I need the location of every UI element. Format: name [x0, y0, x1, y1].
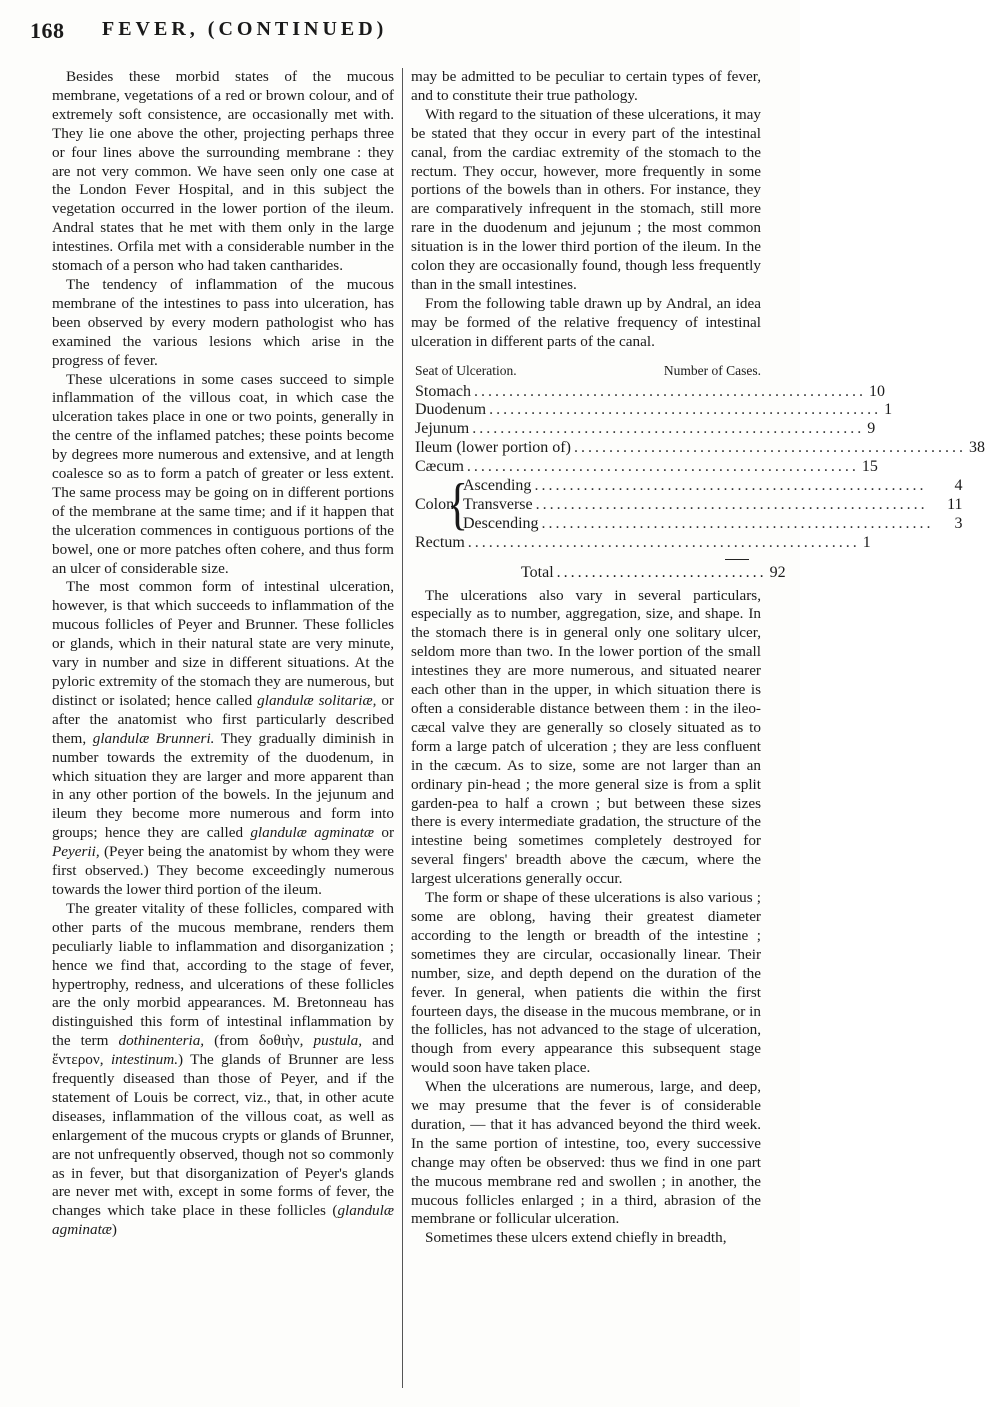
row-label: Transverse: [463, 495, 533, 513]
text-run: or after the anatomist who first particularly described them,: [52, 691, 394, 747]
leader-dots: ........................................................: [489, 401, 882, 419]
row-value: 1: [884, 401, 893, 419]
row-value: 9: [867, 420, 876, 438]
table-row: [463, 496, 975, 515]
table-col-cases: Number of Cases.: [663, 362, 761, 378]
table-row: [411, 533, 871, 553]
leader-dots: ........................................................: [467, 533, 860, 551]
text-run: or: [374, 824, 394, 842]
latin-term: pustula,: [313, 1032, 363, 1050]
paragraph: When the ulcerations are numerous, large, and deep, we may presume that the fever is of considerable duration, — that it has advanced beyond the third week. In the same portion of intestine, too, every successive change may often be observed: thus we find in one part the mucous membrane red and swollen ; in another, the mucous follicles enlarged ; in a third, abrasion of the membrane or follicular ulceration.: [411, 1078, 761, 1228]
table-col-seat: Seat of Ulceration.: [415, 362, 517, 378]
row-label: Ileum (lower portion of): [415, 439, 571, 457]
leader-dots: ........................................................: [534, 477, 927, 495]
latin-term: glandulæ solitariæ,: [257, 691, 377, 709]
leader-dots: ........................................................: [541, 514, 934, 532]
leader-dots: ........................................................: [573, 439, 966, 457]
column-divider: [402, 68, 403, 1388]
latin-term: dothinenteria,: [118, 1032, 205, 1050]
row-value: 11: [947, 495, 963, 513]
total-label: Total: [521, 563, 554, 581]
latin-term: glandulæ agminatæ: [250, 824, 375, 842]
row-label: Duodenum: [415, 401, 487, 419]
left-column: [52, 68, 394, 1240]
row-label: Descending: [463, 514, 539, 532]
page-number: 168: [30, 18, 65, 43]
latin-term: Peyerii,: [52, 843, 100, 861]
paragraph: The form or shape of these ulcerations is also various ; some are oblong, having their greatest diameter according to the length or breadth of the intestine ; sometimes they are circular, occasionally linear. Their number, size, and depth depend on the duration of the fever. In general, when patients die within the first fourteen days, the disease in the mucous membrane, or in the follicles, has not advanced to the stage of ulceration, though from every appearance this subsequent stage would soon have taken place.: [411, 889, 761, 1077]
paragraph: These ulcerations in some cases succeed to simple inflammation of the villous coat, in which case the ulceration takes place in one or two points, generally in the centre of the inflamed patches; these points become by degrees more numerous and extensive, and at length coalesce so as to form a patch of greater or less extent. The same process may be going on in different portions of the membrane at the same time; and if it happen that the ulceration commences in contiguous portions of the bowel, one or more patches often cohere, and thus form an ulcer of considerable size.: [52, 370, 394, 577]
paragraph: [52, 578, 394, 899]
page-header: [30, 10, 770, 50]
text-run: The most common form of intestinal ulceration, however, is that which succeeds to inflammation of the mucous follicles of Peyer and Brunner. These follicles or glands, which in their natural state are very minute, vary in number and size in different situations. At the pyloric extremity of the stomach they are numerous, but distinct or isolated; hence called: [52, 578, 394, 709]
table-row: [411, 401, 893, 420]
paragraph: From the following table drawn up by Andral, an idea may be formed of the relative frequency of intestinal ulceration in different parts of the canal.: [411, 294, 761, 350]
table-header: [411, 362, 761, 381]
brace-icon: {: [447, 472, 469, 537]
table-row: [463, 477, 975, 496]
paragraph: With regard to the situation of these ulcerations, it may be stated that they occur in every part of the intestinal canal, from the cardiac extremity of the stomach to the rectum. They occur, however, more frequently in some portions of the bowels than in others. For instance, they are comparatively infrequent in the stomach, still more rare in the duodenum and jejunum ; the most common situation is in the lower third portion of the ileum. In the colon they are occasionally found, though less frequently than in the small intestines.: [411, 105, 761, 293]
colon-group: [411, 472, 963, 537]
table-row: [463, 515, 975, 534]
table-row: [411, 420, 876, 439]
text-run: and ἔντερον,: [52, 1032, 395, 1069]
paragraph: may be admitted to be peculiar to certain types of fever, and to constitute their true pathology.: [411, 68, 761, 104]
text-run: (Peyer being the anatomist by whom they were first observed.) They become exceedingly numerous towards the lower third portion of the ileum.: [52, 843, 394, 898]
row-value: 38: [968, 439, 985, 457]
leader-dots: ........................................................: [474, 382, 866, 400]
colon-rows: [463, 477, 975, 534]
latin-term: glandulæ agminatæ: [52, 1202, 394, 1239]
text-run: The greater vitality of these follicles, compared with other parts of the mucous membrane, renders them peculiarly liable to inflammation and disorganization ; hence we find that, according to the stage of fever, hypertrophy, redness, and ulcerations of these follicles are the only morbid appearances. M. Bretonneau has distinguished this form of intestinal inflammation by the term: [52, 899, 394, 1050]
total-value: 92: [769, 563, 786, 581]
ulceration-table: [411, 362, 985, 583]
row-value: 10: [869, 382, 885, 400]
text-run: (from δοθιὴν,: [204, 1032, 314, 1050]
colon-label: Colon: [415, 495, 455, 513]
row-label: Stomach: [415, 382, 471, 400]
table-row: [411, 439, 985, 458]
row-label: Rectum: [415, 533, 465, 551]
leader-dots: ........................................................: [535, 495, 928, 513]
right-column: [411, 68, 985, 1248]
leader-dots: ........................................................: [466, 458, 859, 476]
total-rule: [725, 559, 749, 560]
row-value: 3: [954, 514, 963, 532]
text-run: ): [111, 1221, 117, 1239]
row-value: 15: [861, 458, 878, 476]
paragraph: Sometimes these ulcers extend chiefly in breadth,: [425, 1229, 727, 1247]
row-value: 1: [862, 533, 871, 551]
text-run: They gradually diminish in number towards the extremity of the duodenum, in which situation they are larger and more apparent than in any other portion of the bowels. In the jejunum and ileum they become more numerous and form into groups; hence they are called: [52, 729, 394, 842]
table-row: [411, 382, 885, 402]
running-title: FEVER, (CONTINUED): [102, 18, 388, 40]
paragraph: The ulcerations also vary in several particulars, especially as to number, aggregation, size, and shape. In the stomach there is in general only one solitary ulcer, seldom more than two. In the lower portion of the small intestines they are more numerous, and situated nearer each other than in the upper, in which situation there is often a considerable distance between them : in the ileo-cæcal valve they are generally so closely situated as to form a large patch of ulceration ; they are less confluent in the cæcum. As to size, some are not larger than an ordinary pin-head ; the more general size is from a split garden-pea to half a crown ; but between these sizes there is every intermediate gradation, the structure of the intestine being sometimes completely destroyed for several fingers' breadth above the cæcum, where the largest ulcerations generally occur.: [411, 586, 761, 888]
text-run: ) The glands of Brunner are less frequently diseased than those of Peyer, and if the statement of Louis be correct, viz., that, in other acute diseases, inflammation of the villous coat, as well as enlargement of the mucous crypts or glands of Brunner, are not unfrequently observed, though not so commonly as in fever, but that disorganization of Peyer's glands are never met with, except in some forms of fever, the changes which take place in these follicles (: [52, 1051, 394, 1220]
total-row: [411, 563, 786, 583]
row-label: Ascending: [463, 477, 532, 495]
paragraph: The tendency of inflammation of the mucous membrane of the intestines to pass into ulceration, has been observed by every modern pathologist who has examined the various lesions which arise in the progress of fever.: [52, 275, 394, 369]
latin-term: intestinum.: [110, 1051, 179, 1069]
leader-dots: ..............................: [556, 563, 767, 581]
latin-term: glandulæ Brunneri.: [92, 729, 215, 747]
paragraph: Besides these morbid states of the mucous membrane, vegetations of a red or brown colour, and of extremely soft consistence, are occasionally met with. They lie one above the other, projecting perhaps three or four lines above the surrounding membrane : they are not very common. We have seen only one case at the London Fever Hospital, and in this subject the vegetation occurred in the lower portion of the ileum. Andral states that he met with them only in the large intestines. Orfila met with a considerable number in the stomach of a person who had taken cantharides.: [52, 68, 394, 275]
row-label: Jejunum: [415, 420, 470, 438]
row-value: 4: [954, 477, 963, 495]
paragraph: [52, 900, 394, 1240]
leader-dots: ........................................................: [472, 420, 865, 438]
row-label: Cæcum: [415, 458, 464, 476]
